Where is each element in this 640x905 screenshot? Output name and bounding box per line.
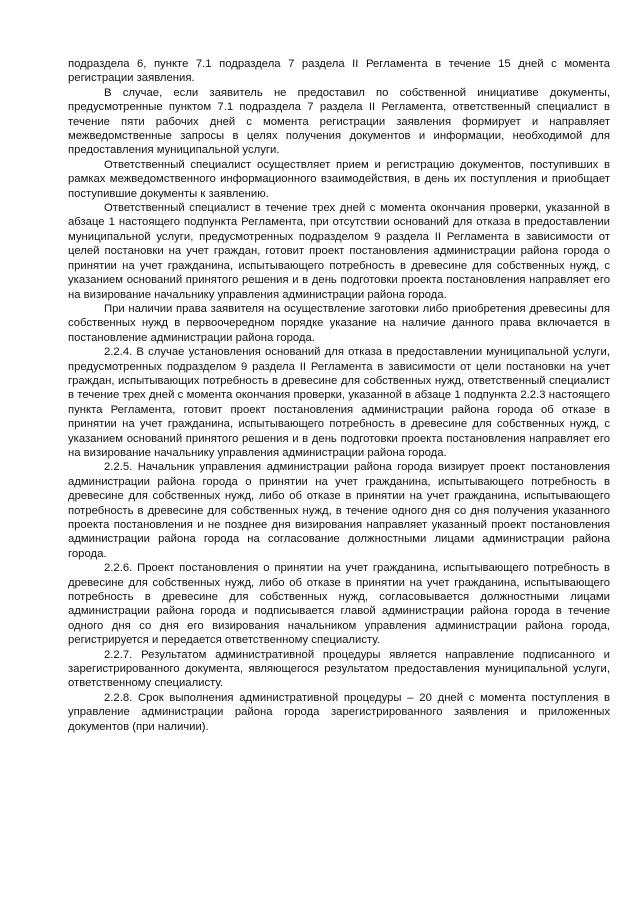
paragraph: В случае, если заявитель не предоставил по собственной инициативе документы, предусмотренные пунктом 7.1 подраздела 7 раздела II Регламента, ответственный специалист в течение пяти рабочих дней с момента регистрации заявления формирует и направляет межведомственные запросы в целях получения документов и информации, необходимой для предоставления муниципальной услуги. (68, 86, 610, 157)
paragraph: 2.2.5. Начальник управления администрации района города визирует проект постановления администрации района города о принятии на учет гражданина, испытывающего потребность в древесине для собственных нужд, либо об отказе в принятии на учет гражданина, испытывающего потребность в древесине для собственных нужд, в течение одного дня со дня получения указанного проекта постановления и не позднее дня визирования направляет указанный проект постановления администрации района города на согласование должностными лицами администрации района города. (68, 461, 610, 560)
paragraph: 2.2.4. В случае установления оснований для отказа в предоставлении муниципальной услуги, предусмотренных подразделом 9 раздела II Регламента в зависимости от цели постановки на учет граждан, испытывающих потребность в древесине для собственных нужд, ответственный специалист в течение трех дней с момента окончания проверки, указанной в абзаце 1 подпункта 2.2.3 настоящего пункта Регламента, готовит проект постановления администрации района города об отказе в принятии на учет гражданина, испытывающего потребность в древесине для собственных нужд, с указанием оснований принятого решения и в день подготовки проекта постановления направляет его на визирование начальнику управления администрации района города. (68, 346, 610, 459)
paragraph: 2.2.7. Результатом административной процедуры является направление подписанного и зарегистрированного документа, являющегося результатом предоставления муниципальной услуги, ответственному специалисту. (68, 648, 610, 690)
paragraph: Ответственный специалист осуществляет прием и регистрацию документов, поступивших в рамках межведомственного информационного взаимодействия, в день их поступления и приобщает поступившие документы к заявлению. (68, 158, 610, 200)
paragraph: При наличии права заявителя на осуществление заготовки либо приобретения древесины для собственных нужд в первоочередном порядке указание на наличие данного права включается в постановление администрации района города. (68, 302, 610, 344)
paragraph: 2.2.6. Проект постановления о принятии на учет гражданина, испытывающего потребность в древесине для собственных нужд, либо об отказе в принятии на учет гражданина, испытывающего потребность в древесине для собственных нужд, согласовывается должностными лицами администрации района города и подписывается главой администрации района города в течение одного дня со дня его визирования начальником управления администрации района города, регистрируется и передается ответственному специалисту. (68, 562, 610, 647)
paragraph: Ответственный специалист в течение трех дней с момента окончания проверки, указанной в абзаце 1 настоящего подпункта Регламента, при отсутствии оснований для отказа в предоставлении муниципальной услуги, предусмотренных подразделом 9 раздела II Регламента в зависимости от целей постановки на учет граждан, готовит проект постановления администрации района города о принятии на учет гражданина, испытывающего потребность в древесине для собственных нужд, с указанием оснований принятого решения и в день подготовки проекта постановления направляет его на визирование начальнику управления администрации района города. (68, 202, 610, 301)
paragraph: подраздела 6, пункте 7.1 подраздела 7 раздела II Регламента в течение 15 дней с момента регистрации заявления. (68, 58, 610, 85)
paragraph: 2.2.8. Срок выполнения административной процедуры – 20 дней с момента поступления в управление администрации района города зарегистрированного заявления и приложенных документов (при наличии). (68, 691, 610, 733)
document-body (68, 57, 610, 734)
